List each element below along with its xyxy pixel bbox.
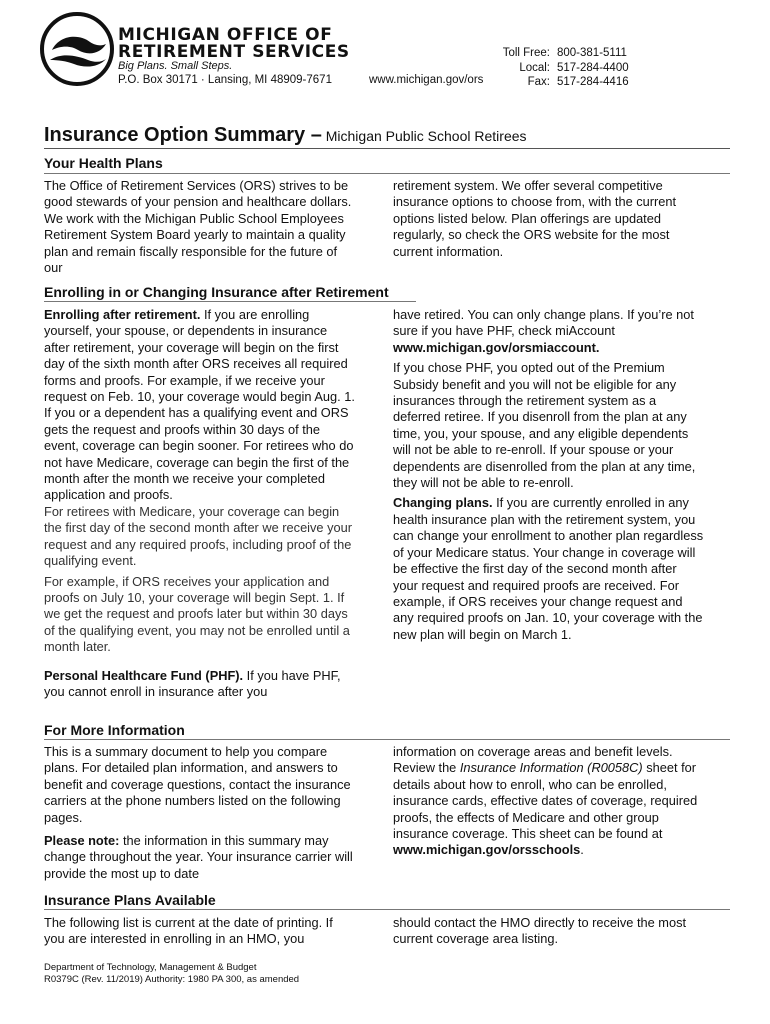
more-info-left-column	[44, 744, 356, 882]
plans-available-right-column	[393, 915, 705, 948]
paragraph-example: For example, if ORS receives your application and proofs on July 10, your coverage will begin Sept. 1. If we get the request and proofs later but within 30 days of the qualifying event, you may not be enrolled until a month later.	[44, 573, 350, 655]
title-subtitle: Michigan Public School Retirees	[321, 128, 527, 144]
paragraph: should contact the HMO directly to receive the most current coverage area listing.	[393, 915, 687, 947]
plans-available-left-column	[44, 915, 356, 948]
paragraph-premium-subsidy: If you chose PHF, you opted out of the Premium Subsidy benefit and you will not be eligible for any insurances through the retirement system as a deferred retiree. If you disenroll from the plan at any time, you, your spouse, and any eligible dependents will not be able to re-enroll. If your spouse or your dependents are disenrolled from the plan at any time, they will not be able to re-enroll.	[393, 360, 696, 491]
paragraph-phf-continued	[393, 307, 705, 356]
tagline: Big Plans. Small Steps.	[118, 60, 233, 72]
health-plans-right-column	[393, 178, 705, 260]
paragraph-medicare: For retirees with Medicare, your coverage can begin the first day of the second month after we receive your request and any required proofs, including proof of the qualifying event.	[44, 503, 352, 569]
contact-label: Local:	[519, 61, 550, 74]
enrolling-left-column	[44, 307, 356, 700]
paragraph-text: If you have PHF, you cannot enroll in insurance after you	[44, 667, 341, 699]
contact-label: Fax:	[527, 76, 550, 88]
section-divider	[44, 173, 730, 174]
paragraph-please-note	[44, 833, 356, 882]
paragraph-text: have retired. You can only change plans. If you’re not sure if you have PHF, check miAccount	[393, 307, 694, 339]
paragraph-coverage-info	[393, 744, 705, 859]
bold-lead: Personal Healthcare Fund (PHF).	[44, 667, 244, 683]
contact-fax	[480, 75, 629, 90]
more-info-right-column	[393, 744, 705, 859]
paragraph-text: the information in this summary may change throughout the year. Your insurance carrier will provide the most up to date	[44, 833, 353, 881]
org-name-line1: MICHIGAN OFFICE OF	[118, 25, 333, 45]
contact-toll-free	[480, 46, 629, 61]
contact-label: Toll Free:	[502, 47, 550, 59]
paragraph: The following list is current at the date of printing. If you are interested in enrolling in an HMO, you	[44, 915, 333, 947]
contact-value: 517-284-4416	[557, 76, 629, 88]
title-divider	[44, 148, 730, 149]
org-name-line2: RETIREMENT SERVICES	[118, 42, 350, 62]
contact-local	[480, 61, 629, 76]
bold-lead: Enrolling after retirement.	[44, 307, 201, 322]
contact-value: 800-381-5111	[557, 47, 627, 59]
document-title	[44, 124, 527, 147]
paragraph-text: sheet for details about how to enroll, who can be enrolled, insurance cards, effective dates of coverage, required proofs, the effects of Medicare and other group insurance coverage. This sheet can be found at	[393, 760, 698, 842]
bold-lead: Changing plans.	[393, 495, 493, 511]
paragraph-enrolling-after-retirement	[44, 307, 356, 405]
paragraph-summary: This is a summary document to help you compare plans. For detailed plan information, and answers to benefit and coverage questions, contact the insurance carriers at the phone numbers listed on the following pages.	[44, 744, 351, 825]
orsschools-link[interactable]: www.michigan.gov/orsschools	[393, 842, 581, 858]
enrolling-right-column	[393, 307, 705, 643]
mailing-address: P.O. Box 30171 · Lansing, MI 48909-7671	[118, 74, 332, 86]
document-reference: Insurance Information (R0058C)	[459, 760, 643, 776]
section-divider	[44, 739, 730, 740]
paragraph-changing-plans	[393, 495, 705, 643]
paragraph-phf	[44, 668, 356, 701]
contact-numbers	[480, 46, 629, 90]
website-link[interactable]: www.michigan.gov/ors	[369, 74, 484, 86]
section-heading-health-plans: Your Health Plans	[44, 155, 163, 171]
paragraph-text: If you are currently enrolled in any health insurance plan with the retirement system, you can change your enrollment to another plan regardless of your Medicare status. Your change in coverage will be effective the first day of the second month after your request and required proofs are received. For example, if ORS receives your change request and any required proofs on Jan. 10, your coverage with the new plan will begin on March 1.	[393, 495, 704, 642]
punctuation: .	[580, 842, 584, 858]
footer-department: Department of Technology, Management & Budget	[44, 962, 257, 973]
footer-form-number: R0379C (Rev. 11/2019) Authority: 1980 PA 300, as amended	[44, 973, 300, 985]
contact-value: 517-284-4400	[557, 61, 629, 74]
paragraph-text: If you are enrolling yourself, your spouse, or dependents in insurance after retirement, your coverage will begin on the first day of the sixth month after ORS receives all required forms and proofs. For example, if we receive your request on Feb. 10, your coverage would begin Aug. 1.	[44, 307, 355, 405]
paragraph-qualifying-event: If you or a dependent has a qualifying event and ORS gets the request and proofs within 30 days of the event, coverage can begin sooner. For retirees who do not have Medicare, coverage can begin the first of the month after the month we receive your completed application and proofs.	[44, 405, 354, 503]
bold-lead: Please note:	[44, 833, 120, 849]
miaccount-link[interactable]: www.michigan.gov/orsmiaccount	[393, 339, 596, 355]
title-main: Insurance Option Summary –	[44, 124, 322, 146]
page-footer	[44, 962, 299, 985]
section-divider	[44, 301, 416, 302]
paragraph-text: information on coverage areas and benefit levels. Review the	[393, 744, 673, 776]
ors-logo	[40, 12, 114, 86]
paragraph: retirement system. We offer several competitive insurance options to choose from, with the current options listed below. Plan offerings are updated regularly, so check the ORS website for the most current information.	[393, 178, 677, 259]
paragraph: The Office of Retirement Services (ORS) strives to be good stewards of your pension and healthcare dollars. We work with the Michigan Public School Employees Retirement System Board yearly to maintain a quality plan and remain fiscally responsible for the future of our	[44, 178, 352, 276]
section-heading-enrolling: Enrolling in or Changing Insurance after Retirement	[44, 284, 389, 300]
section-heading-plans-available: Insurance Plans Available	[44, 892, 216, 908]
section-heading-more-info: For More Information	[44, 722, 185, 738]
section-divider	[44, 909, 730, 910]
punctuation: .	[595, 339, 600, 355]
health-plans-left-column	[44, 178, 356, 276]
